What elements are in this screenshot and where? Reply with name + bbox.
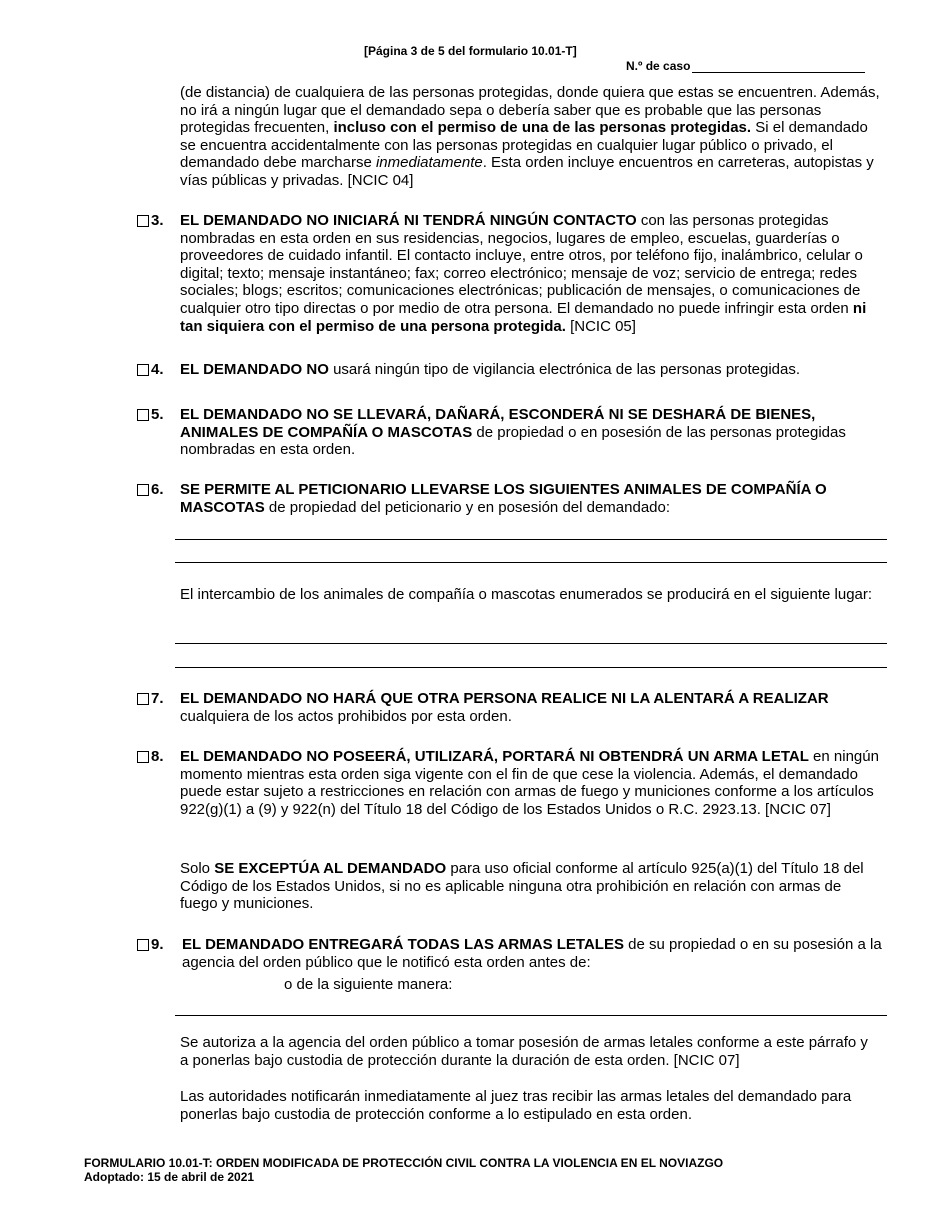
item-7-checkbox[interactable] bbox=[137, 693, 149, 705]
item-8-text: EL DEMANDADO NO POSEERÁ, UTILIZARÁ, PORTARÁ NI OBTENDRÁ UN ARMA LETAL en ningún momento mientras esta orden siga vigente con el fin de que cese la violencia. Además, el demandado puede estar sujeto a restricciones en relación con armas de fuego y municiones conforme a los artículos 922(g)(1) a (9) y 922(n) del Título 18 del Código de los Estados Unidos o R.C. 2923.13. [NCIC 07] bbox=[180, 748, 879, 818]
item-5-text: EL DEMANDADO NO SE LLEVARÁ, DAÑARÁ, ESCONDERÁ NI SE DESHARÁ DE BIENES, ANIMALES DE COMPAÑÍA O MASCOTAS de propiedad o en posesión de las personas protegidas nombradas en esta orden. bbox=[180, 406, 846, 459]
pets-line-2[interactable] bbox=[175, 562, 887, 563]
item-4-text: EL DEMANDADO NO usará ningún tipo de vigilancia electrónica de las personas protegidas. bbox=[180, 361, 801, 378]
item-3-number: 3. bbox=[137, 212, 164, 230]
case-number-label: N.º de caso bbox=[626, 59, 691, 73]
item-8-checkbox[interactable] bbox=[137, 751, 149, 763]
exchange-location-line-1[interactable] bbox=[175, 643, 887, 644]
item-6-checkbox[interactable] bbox=[137, 484, 149, 496]
page-indicator: [Página 3 de 5 del formulario 10.01-T] bbox=[364, 44, 577, 58]
item-6-text: SE PERMITE AL PETICIONARIO LLEVARSE LOS SIGUIENTES ANIMALES DE COMPAÑÍA O MASCOTAS de propiedad del peticionario y en posesión del demandado: bbox=[180, 481, 827, 516]
item-9-text: EL DEMANDADO ENTREGARÁ TODAS LAS ARMAS LETALES de su propiedad o en su posesión a la agencia del orden público que le notificó esta orden antes de: bbox=[182, 936, 882, 971]
form-footer bbox=[84, 1156, 723, 1184]
item-7-text: EL DEMANDADO NO HARÁ QUE OTRA PERSONA REALICE NI LA ALENTARÁ A REALIZAR cualquiera de los actos prohibidos por esta orden. bbox=[180, 690, 829, 725]
case-number-field[interactable] bbox=[626, 59, 865, 73]
item-7-number: 7. bbox=[137, 690, 164, 708]
item-4-checkbox[interactable] bbox=[137, 364, 149, 376]
item-9-notification: Las autoridades notificarán inmediatamente al juez tras recibir las armas letales del demandado para ponerlas bajo custodia de protección conforme a lo estipulado en esta orden. bbox=[180, 1088, 852, 1123]
surrender-manner-line[interactable] bbox=[175, 1015, 887, 1016]
item-6-number: 6. bbox=[137, 481, 164, 499]
footer-adopted-date: Adoptado: 15 de abril de 2021 bbox=[84, 1170, 255, 1184]
distance-paragraph: (de distancia) de cualquiera de las personas protegidas, donde quiera que estas se encuentren. Además, no irá a ningún lugar que el demandado sepa o debería saber que es probable que las personas protegidas frecuenten, incluso con el permiso de una de las personas protegidas. Si el demandado se encuentra accidentalmente con las personas protegidas en cualquier lugar público o privado, el demandado debe marcharse inmediatamente. Esta orden incluye encuentros en carreteras, autopistas y vías públicas y privadas. [NCIC 04] bbox=[180, 84, 880, 189]
item-8-number: 8. bbox=[137, 748, 164, 766]
item-8-exception: Solo SE EXCEPTÚA AL DEMANDADO para uso oficial conforme al artículo 925(a)(1) del Título 18 del Código de los Estados Unidos, si no es aplicable ninguna otra prohibición en relación con armas de fuego y municiones. bbox=[180, 860, 864, 913]
item-6-exchange-text: El intercambio de los animales de compañía o mascotas enumerados se producirá en el siguiente lugar: bbox=[180, 586, 873, 603]
item-9-alternative: o de la siguiente manera: bbox=[284, 976, 453, 993]
item-9-checkbox[interactable] bbox=[137, 939, 149, 951]
item-9-authorization: Se autoriza a la agencia del orden público a tomar posesión de armas letales conforme a este párrafo y a ponerlas bajo custodia de protección durante la duración de esta orden. [NCIC 07] bbox=[180, 1034, 868, 1069]
item-9-number: 9. bbox=[137, 936, 164, 954]
case-number-line[interactable] bbox=[692, 60, 865, 73]
item-3-text: EL DEMANDADO NO INICIARÁ NI TENDRÁ NINGÚN CONTACTO con las personas protegidas nombradas en esta orden en sus residencias, negocios, lugares de empleo, escuelas, guarderías o proveedores de cuidado infantil. El contacto incluye, entre otros, por teléfono fijo, inalámbrico, celular o digital; texto; mensaje instantáneo; fax; correo electrónico; mensaje de voz; servicio de entrega; redes sociales; blogs; escritos; comunicaciones electrónicas; publicación de mensajes, o comunicaciones de cualquier otro tipo directas o por medio de otra persona. El demandado no puede infringir esta orden ni tan siquiera con el permiso de una persona protegida. [NCIC 05] bbox=[180, 212, 867, 335]
item-4-number: 4. bbox=[137, 361, 164, 379]
item-5-number: 5. bbox=[137, 406, 164, 424]
item-5-checkbox[interactable] bbox=[137, 409, 149, 421]
footer-title: FORMULARIO 10.01-T: ORDEN MODIFICADA DE PROTECCIÓN CIVIL CONTRA LA VIOLENCIA EN EL NOVIAZGO bbox=[84, 1156, 724, 1170]
item-3-checkbox[interactable] bbox=[137, 215, 149, 227]
exchange-location-line-2[interactable] bbox=[175, 667, 887, 668]
pets-line-1[interactable] bbox=[175, 539, 887, 540]
